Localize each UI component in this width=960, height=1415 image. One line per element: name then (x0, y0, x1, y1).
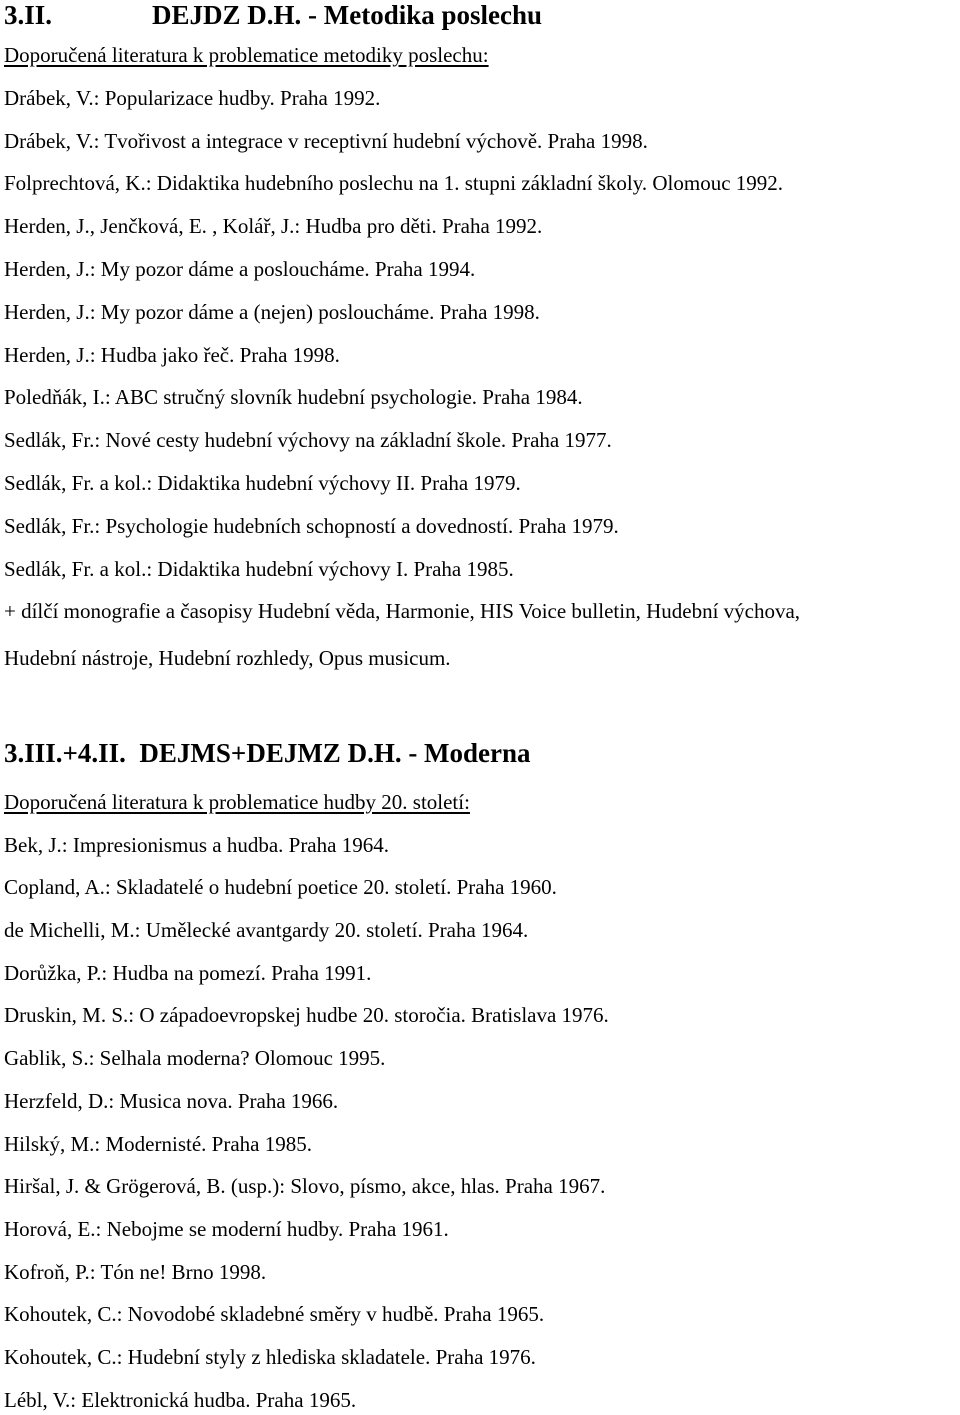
section-moderna (4, 738, 960, 1415)
section-heading (4, 738, 960, 768)
bibliography-entry: Sedlák, Fr.: Psychologie hudebních schopností a dovedností. Praha 1979. (4, 513, 619, 538)
section-title: DEJMS+DEJMZ D.H. - Moderna (139, 738, 531, 768)
bibliography-entry: Hiršal, J. & Grögerová, B. (usp.): Slovo, písmo, akce, hlas. Praha 1967. (4, 1174, 606, 1199)
periodicals-note (4, 596, 960, 673)
bibliography-entry: Bek, J.: Impresionismus a hudba. Praha 1964. (4, 832, 389, 857)
bibliography-entry: Lébl, V.: Elektronická hudba. Praha 1965. (4, 1387, 357, 1412)
bibliography-entry: Dorůžka, P.: Hudba na pomezí. Praha 1991. (4, 960, 372, 985)
bibliography-entry: Herden, J.: My pozor dáme a (nejen) posloucháme. Praha 1998. (4, 299, 540, 324)
bibliography-entry: Herden, J., Jenčková, E. , Kolář, J.: Hudba pro děti. Praha 1992. (4, 214, 543, 239)
bibliography-entry: Kohoutek, C.: Hudební styly z hlediska skladatele. Praha 1976. (4, 1344, 536, 1369)
bibliography-list (4, 830, 960, 1415)
bibliography-entry: Horová, E.: Nebojme se moderní hudby. Praha 1961. (4, 1216, 449, 1241)
bibliography-entry: Herden, J.: Hudba jako řeč. Praha 1998. (4, 342, 340, 367)
bibliography-entry: Drábek, V.: Popularizace hudby. Praha 1992. (4, 85, 381, 110)
bibliography-entry: de Michelli, M.: Umělecké avantgardy 20. století. Praha 1964. (4, 918, 529, 943)
literature-subheading: Doporučená literatura k problematice metodiky poslechu: (4, 43, 489, 67)
bibliography-entry: Sedlák, Fr. a kol.: Didaktika hudební výchovy I. Praha 1985. (4, 556, 514, 581)
bibliography-list (4, 83, 960, 584)
note-line: + dílčí monografie a časopisy Hudební věda, Harmonie, HIS Voice bulletin, Hudební výchova, (4, 599, 801, 624)
bibliography-entry: Sedlák, Fr.: Nové cesty hudební výchovy na základní škole. Praha 1977. (4, 428, 612, 453)
bibliography-entry: Drábek, V.: Tvořivost a integrace v receptivní hudební výchově. Praha 1998. (4, 128, 648, 153)
bibliography-entry: Kofroň, P.: Tón ne! Brno 1998. (4, 1259, 267, 1284)
bibliography-entry: Sedlák, Fr. a kol.: Didaktika hudební výchovy II. Praha 1979. (4, 470, 521, 495)
bibliography-entry: Herden, J.: My pozor dáme a posloucháme. Praha 1994. (4, 256, 476, 281)
bibliography-entry: Copland, A.: Skladatelé o hudební poetice 20. století. Praha 1960. (4, 875, 557, 900)
bibliography-entry: Druskin, M. S.: O západoevropskej hudbe 20. storočia. Bratislava 1976. (4, 1003, 609, 1028)
bibliography-entry: Herzfeld, D.: Musica nova. Praha 1966. (4, 1088, 339, 1113)
section-number: 3.III.+4.II. (4, 738, 126, 768)
bibliography-entry: Poledňák, I.: ABC stručný slovník hudební psychologie. Praha 1984. (4, 385, 583, 410)
section-heading (4, 0, 960, 30)
literature-subheading: Doporučená literatura k problematice hudby 20. století: (4, 790, 470, 814)
bibliography-entry: Hilský, M.: Modernisté. Praha 1985. (4, 1131, 312, 1156)
section-metodika-poslechu (4, 0, 960, 673)
bibliography-entry: Kohoutek, C.: Novodobé skladebné směry v hudbě. Praha 1965. (4, 1302, 545, 1327)
section-title: DEJDZ D.H. - Metodika poslechu (152, 0, 543, 30)
bibliography-entry: Folprechtová, K.: Didaktika hudebního poslechu na 1. stupni základní školy. Olomouc 1992. (4, 171, 784, 196)
bibliography-entry: Gablik, S.: Selhala moderna? Olomouc 1995. (4, 1046, 386, 1071)
section-number: 3.II. (4, 0, 53, 30)
note-line: Hudební nástroje, Hudební rozhledy, Opus musicum. (4, 646, 451, 671)
